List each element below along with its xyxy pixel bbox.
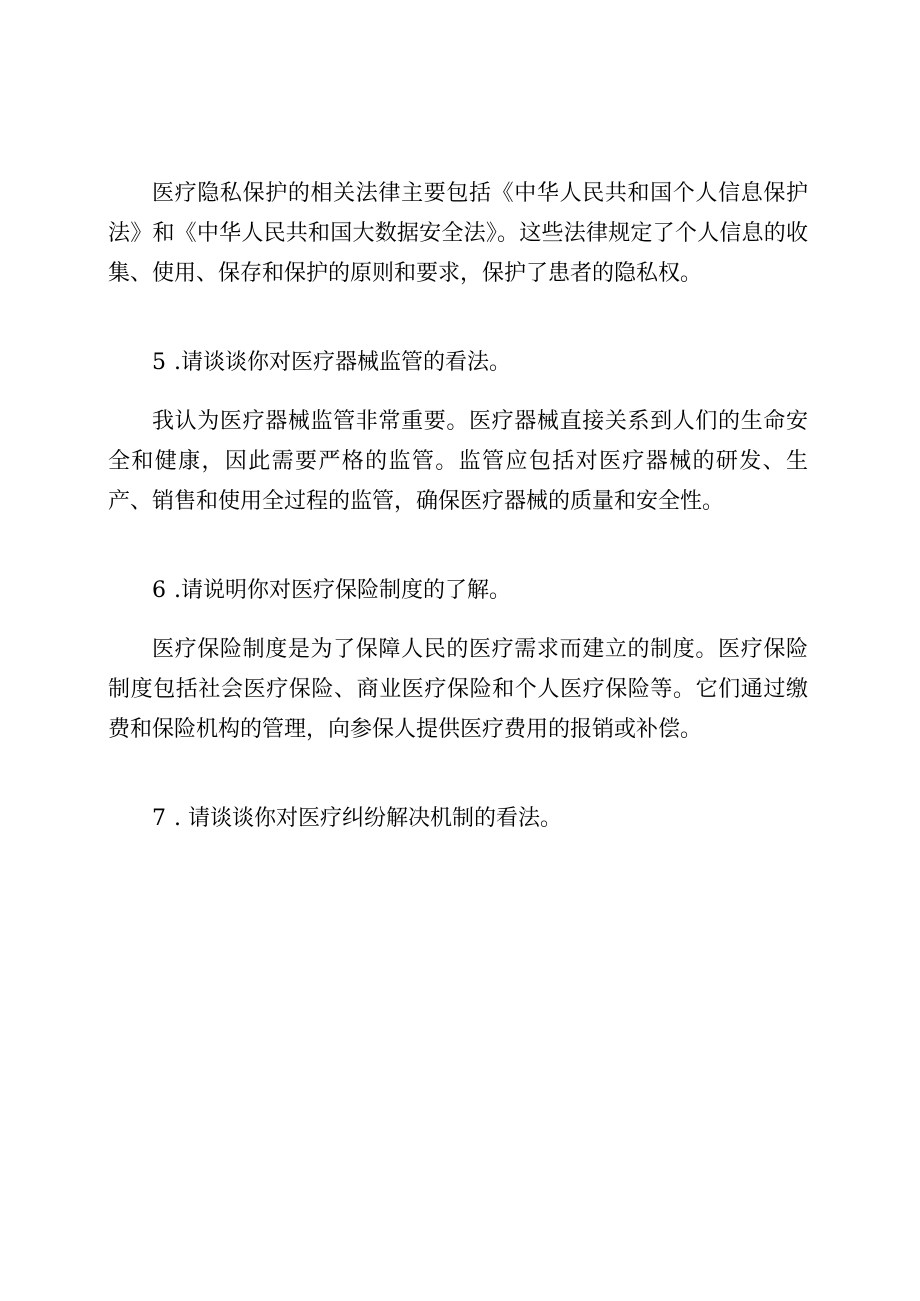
spacer — [108, 383, 808, 402]
question-text: .请说明你对医疗保险制度的了解。 — [174, 578, 511, 603]
question-7 — [108, 799, 808, 839]
spacer — [108, 294, 808, 343]
paragraph-privacy-law: 医疗隐私保护的相关法律主要包括《中华人民共和国个人信息保护法》和《中华人民共和国大数据安全法》。这些法律规定了个人信息的收集、使用、保存和保护的原则和要求，保护了患者的隐私权。 — [108, 181, 808, 286]
spacer — [108, 750, 808, 799]
question-6 — [108, 571, 808, 611]
question-text: .请谈谈你对医疗器械监管的看法。 — [174, 350, 511, 375]
question-number: 5 — [152, 350, 166, 375]
answer-5: 我认为医疗器械监管非常重要。医疗器械直接关系到人们的生命安全和健康，因此需要严格的监管。监管应包括对医疗器械的研发、生产、销售和使用全过程的监管，确保医疗器械的质量和安全性。 — [108, 409, 808, 514]
spacer — [108, 522, 808, 571]
answer-6: 医疗保险制度是为了保障人民的医疗需求而建立的制度。医疗保险制度包括社会医疗保险、商业医疗保险和个人医疗保险等。它们通过缴费和保险机构的管理，向参保人提供医疗费用的报销或补偿。 — [108, 637, 808, 742]
question-text: . 请谈谈你对医疗纠纷解决机制的看法。 — [174, 806, 562, 831]
document-body — [108, 174, 808, 839]
question-number: 6 — [152, 578, 166, 603]
spacer — [108, 611, 808, 630]
question-5 — [108, 343, 808, 383]
question-number: 7 — [152, 806, 166, 831]
